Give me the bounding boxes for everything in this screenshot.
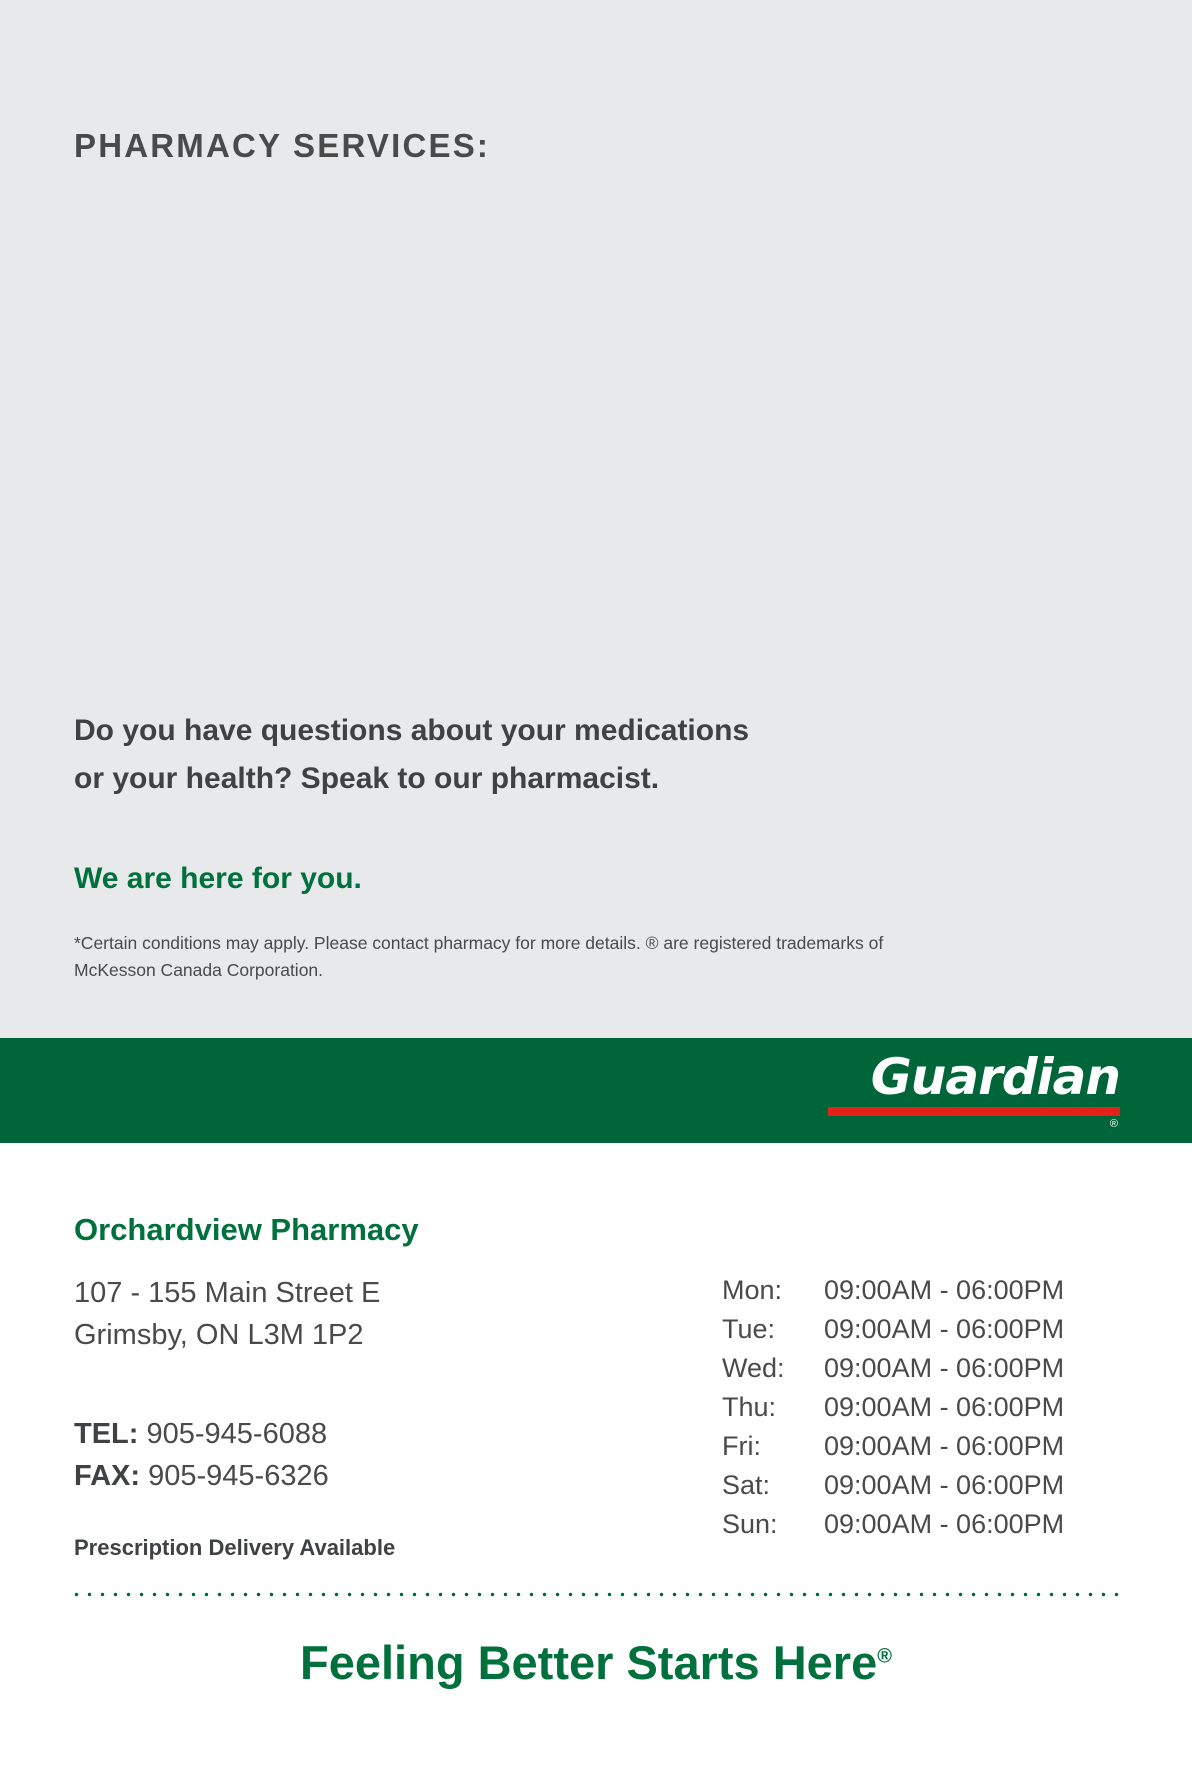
hours-time: 09:00AM - 06:00PM xyxy=(824,1314,1065,1344)
questions-line-2: or your health? Speak to our pharmacist. xyxy=(74,762,660,795)
hours-day: Thu: xyxy=(722,1392,777,1422)
guardian-logo xyxy=(828,1048,1120,1130)
disclaimer-line-2: McKesson Canada Corporation. xyxy=(74,960,324,981)
address-line-1: 107 - 155 Main Street E xyxy=(74,1277,381,1309)
fax-label: FAX: xyxy=(74,1460,141,1493)
hours-day: Fri: xyxy=(722,1431,761,1461)
registered-trademark-icon: ® xyxy=(1109,1118,1118,1130)
hours-time: 09:00AM - 06:00PM xyxy=(824,1392,1065,1422)
hours-day: Sat: xyxy=(722,1470,771,1500)
hours-time: 09:00AM - 06:00PM xyxy=(824,1353,1065,1383)
delivery-note: Prescription Delivery Available xyxy=(74,1535,396,1560)
disclaimer-text xyxy=(74,930,1064,984)
table-row xyxy=(722,1431,1064,1470)
table-row xyxy=(722,1314,1064,1353)
hours-time: 09:00AM - 06:00PM xyxy=(824,1431,1065,1461)
hours-day: Sun: xyxy=(722,1509,778,1539)
questions-line-1: Do you have questions about your medications xyxy=(74,714,750,747)
guardian-wordmark: Guardian xyxy=(870,1048,1120,1106)
hours-time: 09:00AM - 06:00PM xyxy=(824,1470,1065,1500)
table-row xyxy=(722,1470,1064,1509)
table-row xyxy=(722,1275,1064,1314)
pharmacy-name: Orchardview Pharmacy xyxy=(74,1212,419,1247)
hours-time: 09:00AM - 06:00PM xyxy=(824,1509,1065,1539)
table-row xyxy=(722,1353,1064,1392)
telephone-line xyxy=(74,1413,329,1455)
footer-tagline xyxy=(0,1635,1192,1690)
dotted-divider xyxy=(70,1592,1123,1597)
hours-time: 09:00AM - 06:00PM xyxy=(824,1275,1065,1305)
table-row xyxy=(722,1509,1064,1548)
tagline-registered-icon: ® xyxy=(877,1645,892,1668)
telephone-value: 905-945-6088 xyxy=(146,1418,328,1450)
hours-day: Mon: xyxy=(722,1275,783,1305)
pharmacy-contact xyxy=(74,1413,329,1497)
fax-line xyxy=(74,1455,329,1497)
here-for-you-text: We are here for you. xyxy=(74,862,362,895)
address-line-2: Grimsby, ON L3M 1P2 xyxy=(74,1319,364,1352)
hours-table xyxy=(722,1275,1064,1548)
pharmacy-address xyxy=(74,1272,380,1356)
disclaimer-line-1: *Certain conditions may apply. Please contact pharmacy for more details. ® are registered trademarks of xyxy=(74,933,884,953)
telephone-label: TEL: xyxy=(74,1418,139,1450)
hours-day: Tue: xyxy=(722,1314,776,1344)
questions-text xyxy=(74,707,1034,803)
table-row xyxy=(722,1392,1064,1431)
guardian-underline-bar xyxy=(828,1107,1120,1130)
page-title: PHARMACY SERVICES: xyxy=(74,127,491,164)
store-hours xyxy=(722,1275,1064,1548)
fax-value: 905-945-6326 xyxy=(148,1460,329,1493)
hours-day: Wed: xyxy=(722,1353,785,1383)
tagline-text: Feeling Better Starts Here xyxy=(300,1636,878,1689)
